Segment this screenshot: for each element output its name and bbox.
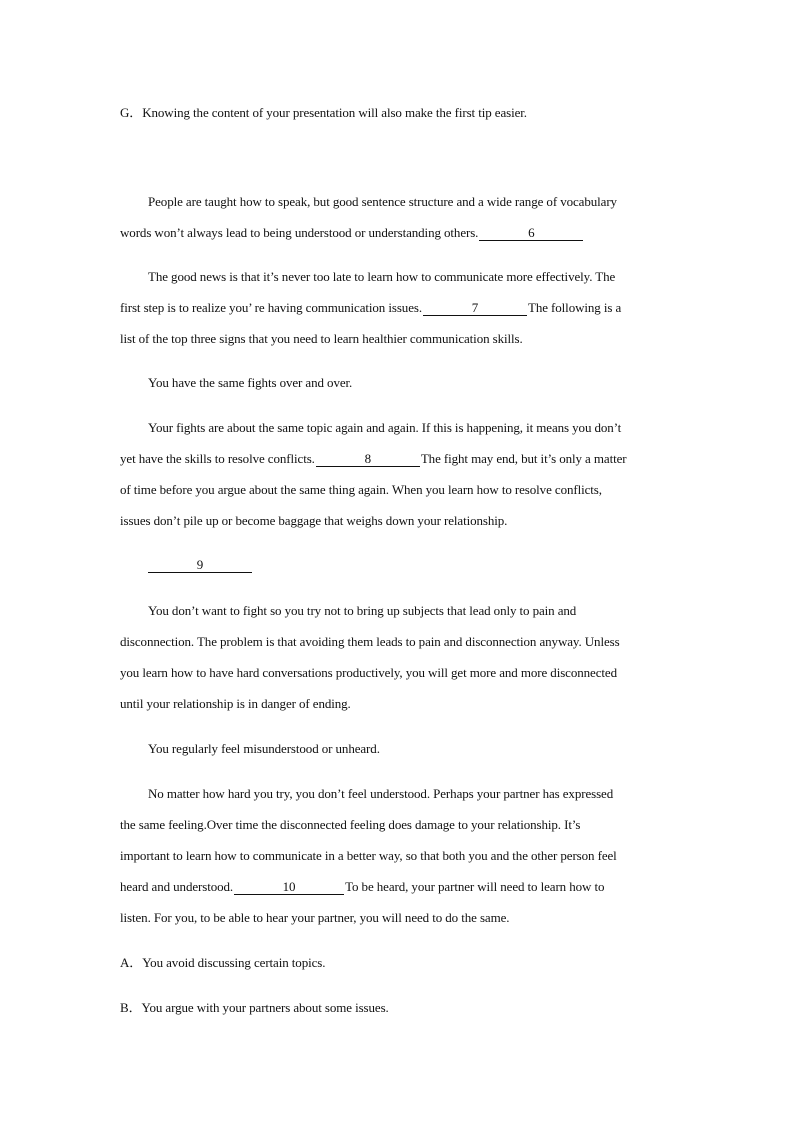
paragraph-5-line-5: listen. For you, to be able to hear your partner, you will need to do the same. (120, 910, 510, 925)
paragraph-4-line-2: disconnection. The problem is that avoiding them leads to pain and disconnection anyway. Unless (120, 634, 620, 649)
paragraph-2-line-2 (120, 300, 621, 316)
option-a: A．You avoid discussing certain topics. (120, 955, 326, 970)
blank-7[interactable]: 7 (423, 301, 527, 316)
paragraph-1-line-1: People are taught how to speak, but good sentence structure and a wide range of vocabulary (148, 194, 617, 209)
paragraph-1-line-2 (120, 225, 584, 241)
blank-6[interactable]: 6 (479, 226, 583, 241)
paragraph-4-line-1: You don’t want to fight so you try not to bring up subjects that lead only to pain and (148, 603, 577, 618)
paragraph-2-text-b: The following is a (527, 300, 622, 315)
blank-8[interactable]: 8 (316, 452, 420, 467)
paragraph-5-line-3: important to learn how to communicate in a better way, so that both you and the other person feel (120, 848, 617, 863)
sign-1-heading: You have the same fights over and over. (148, 375, 353, 390)
paragraph-3-text-b: The fight may end, but it’s only a matter (420, 451, 627, 466)
paragraph-1-text: words won’t always lead to being understood or understanding others. (120, 225, 479, 240)
sign-3-heading: You regularly feel misunderstood or unheard. (148, 741, 380, 756)
paragraph-3-line-2 (120, 451, 627, 467)
paragraph-4-line-4: until your relationship is in danger of ending. (120, 696, 351, 711)
paragraph-3-line-4: issues don’t pile up or become baggage that weighs down your relationship. (120, 513, 508, 528)
blank-10[interactable]: 10 (234, 880, 344, 895)
paragraph-3-text-a: yet have the skills to resolve conflicts. (120, 451, 315, 466)
sign-2-heading (148, 557, 253, 573)
paragraph-2-line-3: list of the top three signs that you need to learn healthier communication skills. (120, 331, 523, 346)
option-b: B．You argue with your partners about some issues. (120, 1000, 389, 1015)
paragraph-5-line-2: the same feeling.Over time the disconnected feeling does damage to your relationship. It’s (120, 817, 581, 832)
paragraph-2-text-a: first step is to realize you’ re having communication issues. (120, 300, 422, 315)
blank-9[interactable]: 9 (148, 558, 252, 573)
paragraph-3-line-3: of time before you argue about the same thing again. When you learn how to resolve conflicts, (120, 482, 602, 497)
paragraph-3-line-1: Your fights are about the same topic again and again. If this is happening, it means you don’t (148, 420, 622, 435)
paragraph-5-text-b: To be heard, your partner will need to learn how to (345, 879, 605, 894)
paragraph-5-line-1: No matter how hard you try, you don’t feel understood. Perhaps your partner has expressed (148, 786, 614, 801)
option-g: G．Knowing the content of your presentation will also make the first tip easier. (120, 105, 527, 120)
paragraph-5-line-4 (120, 879, 604, 895)
paragraph-4-line-3: you learn how to have hard conversations productively, you will get more and more disconnected (120, 665, 617, 680)
paragraph-2-line-1: The good news is that it’s never too late to learn how to communicate more effectively. The (148, 269, 616, 284)
paragraph-5-text-a: heard and understood. (120, 879, 234, 894)
